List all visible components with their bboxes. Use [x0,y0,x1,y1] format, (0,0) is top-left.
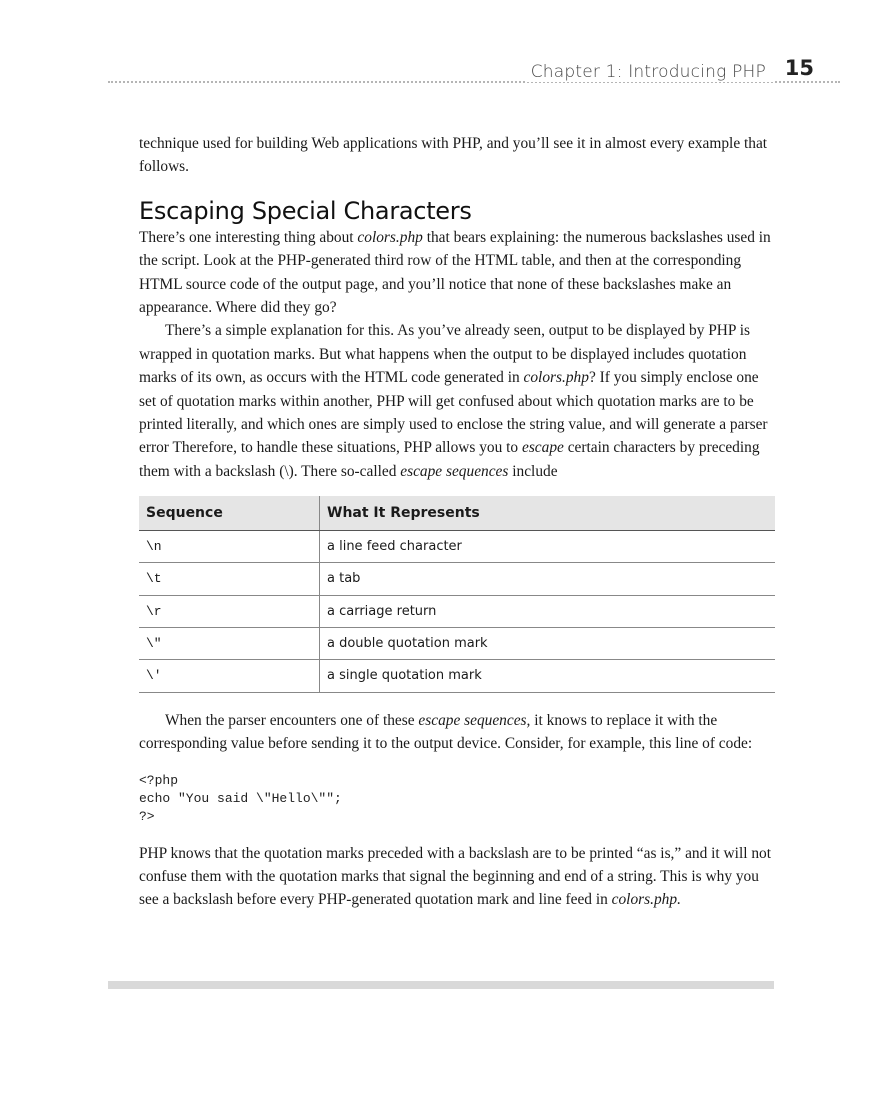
text-run: technique used for building Web applications with PHP, and you’ll see it in almost every example that follows. [139,135,768,176]
intro-paragraph [139,132,775,179]
text-run: ? If you simply enclose one set of quotation marks within another, PHP will get confused about which quotation marks are to be printed literally, and which ones are simply used to enclose the string value, and will generate a parser error Therefore, to handle these situations, PHP allows you to [139,369,768,457]
table-row [139,627,775,659]
italic-text: colors.php. [611,891,681,909]
italic-text: colors.php [357,228,423,246]
text-run: There’s one interesting thing about [139,228,358,246]
paragraph-4 [139,842,775,912]
text-run: it knows to replace it with the corresponding value before sending it to the output device. Consider, for example, this line of code: [139,711,753,753]
sequence-cell: \r [139,595,320,627]
table-header-row [139,496,775,530]
chapter-title: Chapter 1: Introducing PHP [525,62,774,82]
table-row [139,563,775,595]
italic-text: escape sequences, [418,711,531,729]
text-run: PHP knows that the quotation marks preceded with a backslash are to be printed “as is,” and it will not confuse them with the quotation marks that signal the beginning and end of a string. This is why you see a backslash before every PHP-generated quotation mark and line feed in [139,844,772,909]
meaning-cell: a tab [320,563,776,595]
paragraph-2 [139,319,775,483]
paragraph-3 [139,709,775,756]
escape-sequence-table [139,496,775,692]
table-row [139,660,775,692]
text-run: When the parser encounters one of these [165,711,419,729]
meaning-cell: a carriage return [320,595,776,627]
table-row [139,530,775,562]
meaning-cell: a double quotation mark [320,627,776,659]
meaning-cell: a single quotation mark [320,660,776,692]
column-header-sequence: Sequence [139,496,320,530]
text-run: certain characters by preceding them with a backslash (\). There so-called [139,439,760,480]
text-run: that bears explaining: the numerous backslashes used in the script. Look at the PHP-generated third row of the HTML table, and then at the corresponding HTML source code of the output page, and you’ll notice that none of these backslashes make an appearance. Where did they go? [139,228,771,317]
text-run: include [508,462,558,480]
page-body [139,132,775,912]
italic-text: escape [521,439,564,457]
section-heading: Escaping Special Characters [139,196,472,225]
italic-text: colors.php [523,369,589,387]
code-sample: <?php echo "You said \"Hello\""; ?> [139,772,342,824]
sequence-cell: \" [139,627,320,659]
sequence-cell: \t [139,563,320,595]
footer-bar [108,981,774,989]
italic-text: escape sequences [400,462,509,480]
paragraph-1 [139,226,775,320]
sequence-cell: \' [139,660,320,692]
sequence-cell: \n [139,530,320,562]
meaning-cell: a line feed character [320,530,776,562]
page-number: 15 [781,56,818,80]
text-run: There’s a simple explanation for this. As you’ve already seen, output to be displayed by PHP is wrapped in quotation marks. But what happens when the output to be displayed includes quotation marks of its own, as occurs with the HTML code generated in [139,322,751,387]
table-row [139,595,775,627]
running-header [108,58,840,88]
column-header-meaning: What It Represents [320,496,776,530]
